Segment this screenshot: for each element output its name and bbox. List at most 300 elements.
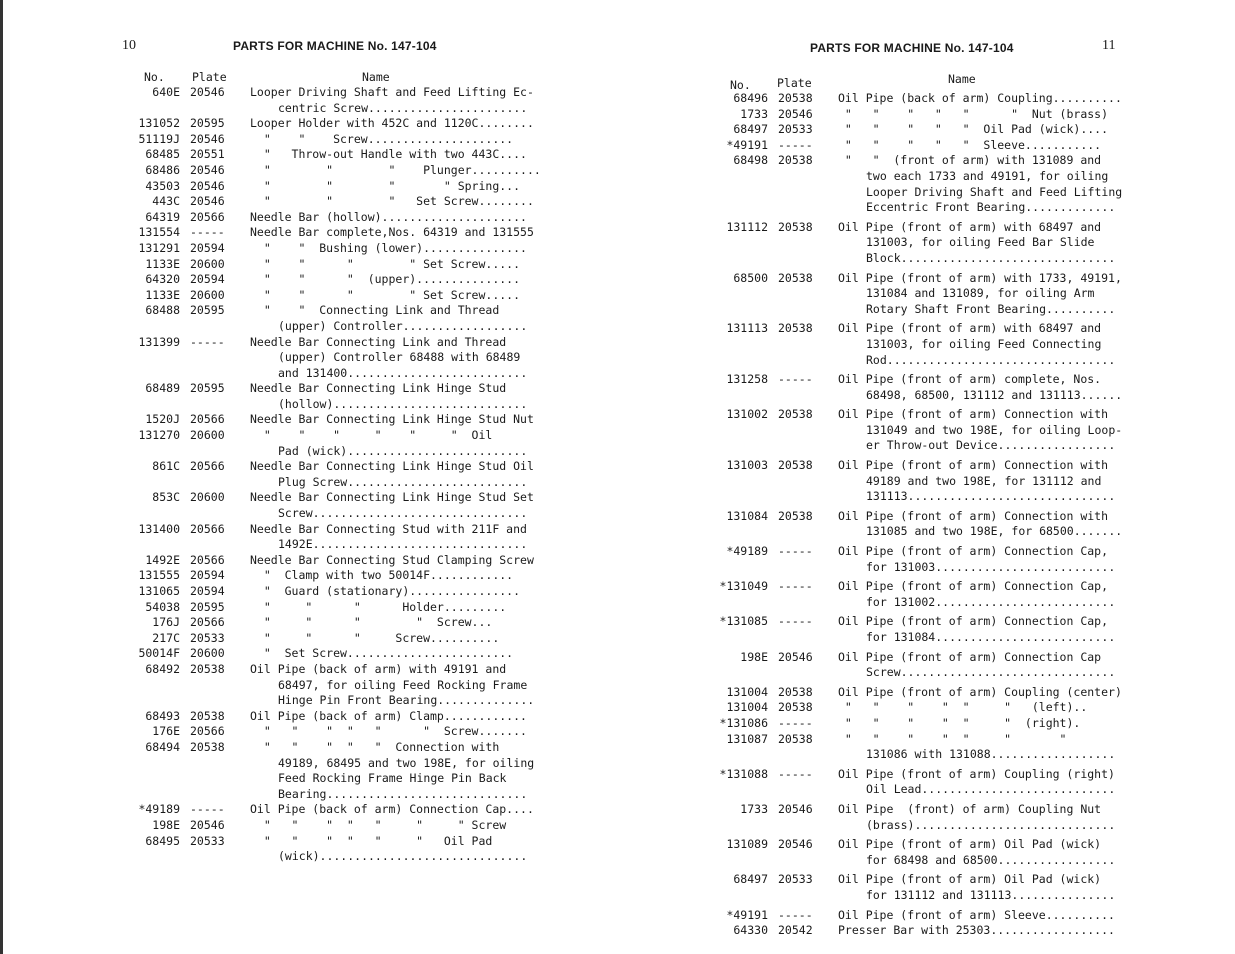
part-name-line: Looper Driving Shaft and Feed Lifting bbox=[866, 184, 1123, 199]
part-name bbox=[236, 85, 560, 116]
parts-row bbox=[110, 724, 560, 740]
left-page bbox=[0, 0, 600, 954]
part-name bbox=[824, 91, 1153, 107]
parts-row bbox=[110, 568, 560, 584]
part-number: 68498 bbox=[733, 153, 768, 168]
part-number: 198E bbox=[740, 649, 768, 664]
part-name bbox=[236, 303, 560, 334]
parts-row bbox=[698, 908, 1153, 924]
part-number: 43503 bbox=[145, 178, 180, 193]
part-name bbox=[824, 908, 1153, 924]
part-name bbox=[824, 372, 1153, 403]
part-name bbox=[236, 210, 560, 226]
part-number: 68500 bbox=[733, 270, 768, 285]
plate-number: 20538 bbox=[190, 708, 225, 723]
part-name-line: Oil Pipe (front of arm) Connection with bbox=[838, 407, 1109, 422]
part-name-line: 1492E............................... bbox=[278, 537, 528, 552]
part-name bbox=[236, 412, 560, 428]
part-name bbox=[236, 288, 560, 304]
parts-row bbox=[698, 716, 1153, 732]
part-number: 131084 bbox=[726, 508, 768, 523]
part-name-line: 68498, 68500, 131112 and 131113...... bbox=[866, 387, 1123, 402]
part-name bbox=[236, 381, 560, 412]
part-name-line: " " " " Set Screw..... bbox=[250, 287, 521, 302]
part-name-line: " " " " " Oil Pad (wick).... bbox=[838, 122, 1109, 137]
part-name bbox=[236, 724, 560, 740]
parts-row bbox=[698, 872, 1153, 903]
part-name-line: " " " Holder......... bbox=[250, 599, 507, 614]
plate-number: 20538 bbox=[190, 739, 225, 754]
part-name-line: 131049 and two 198E, for oiling Loop- bbox=[866, 422, 1123, 437]
part-name-line: Oil Pipe (back of arm) with 49191 and bbox=[250, 661, 507, 676]
column-header-plate: Plate bbox=[192, 70, 227, 84]
part-name bbox=[236, 709, 560, 725]
part-number: 68485 bbox=[145, 147, 180, 162]
parts-row bbox=[110, 709, 560, 725]
parts-row bbox=[110, 194, 560, 210]
parts-row bbox=[110, 631, 560, 647]
part-name-line: Oil Pipe (front of arm) Coupling (center) bbox=[838, 684, 1122, 699]
part-name-line: " " " " Set Screw..... bbox=[250, 256, 521, 271]
parts-row bbox=[698, 407, 1153, 454]
parts-row bbox=[698, 458, 1153, 505]
part-name-line: " " " " " " " Screw bbox=[250, 817, 507, 832]
part-number: *131086 bbox=[719, 715, 768, 730]
parts-row bbox=[110, 553, 560, 569]
part-name-line: 131086 with 131088.................. bbox=[866, 747, 1116, 762]
part-name-line: 131003, for oiling Feed Bar Slide bbox=[866, 235, 1095, 250]
part-name bbox=[824, 802, 1153, 833]
column-header-name: Name bbox=[362, 70, 390, 84]
part-name-line: Looper Holder with 452C and 1120C........ bbox=[250, 116, 534, 131]
parts-row bbox=[110, 147, 560, 163]
parts-row bbox=[110, 646, 560, 662]
part-name-line: " " (front of arm) with 131089 and bbox=[838, 153, 1102, 168]
part-name-line: for 131002.......................... bbox=[866, 594, 1116, 609]
part-name-line: " " " Screw.......... bbox=[250, 630, 500, 645]
part-name-line: Oil Pipe (front of arm) Connection Cap bbox=[838, 649, 1102, 664]
part-name bbox=[236, 194, 560, 210]
part-name bbox=[824, 923, 1153, 939]
parts-row bbox=[110, 116, 560, 132]
plate-number: 20546 bbox=[190, 85, 225, 99]
part-name-line: " " " (upper)............... bbox=[250, 272, 521, 287]
plate-number: 20600 bbox=[190, 490, 225, 505]
parts-row bbox=[110, 615, 560, 631]
part-name-line: Screw............................... bbox=[866, 665, 1116, 680]
part-name bbox=[824, 407, 1153, 454]
part-number: 131089 bbox=[726, 837, 768, 852]
parts-row bbox=[698, 91, 1153, 107]
page-number: 10 bbox=[122, 38, 136, 53]
parts-row bbox=[698, 837, 1153, 868]
part-name bbox=[236, 584, 560, 600]
part-name bbox=[824, 579, 1153, 610]
part-name-line: Bearing............................. bbox=[278, 786, 528, 801]
parts-row bbox=[110, 225, 560, 241]
part-name-line: Oil Pipe (front of arm) with 68497 and bbox=[838, 219, 1102, 234]
part-name-line: Needle Bar Connecting Stud with 211F and bbox=[250, 521, 527, 536]
plate-number: 20600 bbox=[190, 287, 225, 302]
part-name bbox=[236, 179, 560, 195]
part-number: 131554 bbox=[138, 225, 180, 240]
part-number: 68486 bbox=[145, 162, 180, 177]
part-number: 1520J bbox=[145, 412, 180, 427]
plate-number: ----- bbox=[190, 802, 225, 817]
part-name-line: Needle Bar Connecting Link Hinge Stud Nut bbox=[250, 412, 534, 427]
part-name bbox=[236, 818, 560, 834]
part-number: 68492 bbox=[145, 661, 180, 676]
part-name-line: Pad (wick).......................... bbox=[278, 443, 528, 458]
part-name-line: Oil Pipe (front of arm) Coupling (right) bbox=[838, 766, 1115, 781]
part-name-line: Screw............................... bbox=[278, 506, 528, 521]
parts-row bbox=[698, 321, 1153, 368]
parts-row bbox=[698, 107, 1153, 123]
plate-number: 20594 bbox=[190, 240, 225, 255]
plate-number: ----- bbox=[778, 907, 813, 922]
plate-number: 20566 bbox=[190, 615, 225, 630]
part-number: 51119J bbox=[138, 131, 180, 146]
parts-row bbox=[110, 257, 560, 273]
part-name bbox=[824, 220, 1153, 267]
part-name bbox=[236, 740, 560, 802]
parts-row bbox=[110, 272, 560, 288]
part-name-line: 49189 and two 198E, for 131112 and bbox=[866, 473, 1102, 488]
plate-number: 20546 bbox=[190, 162, 225, 177]
part-name-line: " " " " " " (right). bbox=[838, 715, 1081, 730]
part-name bbox=[824, 153, 1153, 215]
part-number: *49189 bbox=[726, 544, 768, 559]
part-number: 861C bbox=[152, 459, 180, 474]
part-number: 131087 bbox=[726, 731, 768, 746]
parts-row bbox=[110, 179, 560, 195]
plate-number: 20566 bbox=[190, 724, 225, 739]
part-name bbox=[236, 459, 560, 490]
parts-row bbox=[698, 685, 1153, 701]
part-name bbox=[236, 490, 560, 521]
part-name bbox=[236, 662, 560, 709]
parts-row bbox=[110, 381, 560, 412]
part-name-line: Oil Pipe (back of arm) Clamp............ bbox=[250, 708, 527, 723]
part-number: 131003 bbox=[726, 458, 768, 473]
part-name-line: Oil Pipe (front) of arm) Coupling Nut bbox=[838, 801, 1102, 816]
column-header-no: No. bbox=[730, 78, 751, 92]
plate-number: ----- bbox=[778, 579, 813, 594]
parts-row bbox=[698, 650, 1153, 681]
parts-row bbox=[698, 614, 1153, 645]
plate-number: 20538 bbox=[778, 153, 813, 168]
part-number: 68493 bbox=[145, 708, 180, 723]
parts-row bbox=[110, 490, 560, 521]
part-number: 131270 bbox=[138, 428, 180, 443]
part-name-line: (wick).............................. bbox=[278, 849, 528, 864]
plate-number: 20594 bbox=[190, 584, 225, 598]
parts-row bbox=[698, 372, 1153, 403]
part-name-line: " " " Plunger.......... bbox=[250, 162, 541, 177]
plate-number: 20538 bbox=[778, 219, 813, 234]
part-name-line: Oil Pipe (front of arm) with 68497 and bbox=[838, 321, 1102, 336]
page-title: PARTS FOR MACHINE No. 147-104 bbox=[810, 41, 1014, 55]
part-number: 68497 bbox=[733, 122, 768, 137]
parts-row bbox=[698, 509, 1153, 540]
plate-number: 20538 bbox=[778, 731, 813, 746]
parts-row bbox=[110, 818, 560, 834]
plate-number: 20600 bbox=[190, 428, 225, 443]
plate-number: 20566 bbox=[190, 412, 225, 427]
plate-number: 20538 bbox=[778, 700, 813, 715]
plate-number: ----- bbox=[778, 715, 813, 730]
column-header-name: Name bbox=[948, 72, 976, 86]
parts-row bbox=[110, 834, 560, 865]
part-name bbox=[824, 138, 1153, 154]
part-name-line: 49189, 68495 and two 198E, for oiling bbox=[278, 755, 535, 770]
plate-number: 20600 bbox=[190, 646, 225, 661]
part-name-line: Oil Pipe (front of arm) Connection Cap, bbox=[838, 579, 1109, 594]
parts-row bbox=[110, 132, 560, 148]
part-name-line: Oil Pipe (front of arm) Oil Pad (wick) bbox=[838, 872, 1102, 887]
part-name bbox=[824, 767, 1153, 798]
part-name-line: " " " " " " (left).. bbox=[838, 700, 1088, 715]
plate-number: 20533 bbox=[778, 872, 813, 887]
part-name bbox=[236, 522, 560, 553]
part-name-line: Oil Pipe (front of arm) with 1733, 49191, bbox=[838, 270, 1122, 285]
plate-number: 20595 bbox=[190, 116, 225, 131]
part-number: 68494 bbox=[145, 739, 180, 754]
part-name-line: " " " " " " Screw....... bbox=[250, 724, 527, 739]
part-name-line: for 68498 and 68500................. bbox=[866, 852, 1116, 867]
parts-row bbox=[698, 579, 1153, 610]
part-name-line: Looper Driving Shaft and Feed Lifting Ec- bbox=[250, 85, 534, 99]
plate-number: 20538 bbox=[778, 270, 813, 285]
part-name-line: Needle Bar (hollow)..................... bbox=[250, 209, 527, 224]
part-name-line: " " " " " Connection with bbox=[250, 739, 500, 754]
part-name bbox=[236, 600, 560, 616]
part-name-line: " Clamp with two 50014F............ bbox=[250, 568, 514, 583]
parts-row bbox=[110, 584, 560, 600]
part-number: 64330 bbox=[733, 923, 768, 938]
plate-number: 20546 bbox=[190, 194, 225, 209]
part-name bbox=[824, 732, 1153, 763]
parts-row bbox=[110, 662, 560, 709]
part-name bbox=[824, 107, 1153, 123]
part-name-line: Oil Pipe (front of arm) complete, Nos. bbox=[838, 372, 1102, 387]
part-number: 64320 bbox=[145, 272, 180, 287]
part-name-line: 131084 and 131089, for oiling Arm bbox=[866, 286, 1095, 301]
part-number: 640E bbox=[152, 85, 180, 99]
part-number: 131004 bbox=[726, 684, 768, 699]
part-name bbox=[236, 257, 560, 273]
parts-row bbox=[698, 271, 1153, 318]
part-name bbox=[824, 458, 1153, 505]
part-number: *49191 bbox=[726, 907, 768, 922]
part-name-line: Oil Pipe (front of arm) Connection Cap, bbox=[838, 614, 1109, 629]
plate-number: ----- bbox=[778, 137, 813, 152]
part-name-line: " " " " Spring... bbox=[250, 178, 521, 193]
part-name-line: " Throw-out Handle with two 443C.... bbox=[250, 147, 527, 162]
part-name bbox=[236, 272, 560, 288]
part-name-line: Oil Pipe (back of arm) Coupling.......... bbox=[838, 91, 1122, 105]
part-name-line: " " " " " " " bbox=[838, 731, 1067, 746]
part-name-line: Eccentric Front Bearing............. bbox=[866, 200, 1116, 215]
plate-number: 20546 bbox=[190, 131, 225, 146]
part-name bbox=[236, 241, 560, 257]
part-number: 131002 bbox=[726, 407, 768, 422]
parts-row bbox=[698, 138, 1153, 154]
part-number: 68496 bbox=[733, 91, 768, 105]
part-name-line: " " Connecting Link and Thread bbox=[250, 303, 500, 318]
plate-number: 20546 bbox=[778, 837, 813, 852]
plate-number: 20538 bbox=[778, 91, 813, 105]
part-name bbox=[824, 685, 1153, 701]
page-number: 11 bbox=[1102, 38, 1116, 53]
part-number: 131112 bbox=[726, 219, 768, 234]
plate-number: 20551 bbox=[190, 147, 225, 162]
part-number: *131088 bbox=[719, 766, 768, 781]
part-number: 131258 bbox=[726, 372, 768, 387]
plate-number: 20595 bbox=[190, 303, 225, 318]
part-number: 68488 bbox=[145, 303, 180, 318]
part-number: *131049 bbox=[719, 579, 768, 594]
part-name-line: Needle Bar Connecting Link Hinge Stud bbox=[250, 381, 507, 396]
part-name-line: Needle Bar Connecting Link Hinge Stud Set bbox=[250, 490, 534, 505]
part-name bbox=[824, 872, 1153, 903]
part-name-line: " " Bushing (lower)............... bbox=[250, 240, 527, 255]
part-name-line: and 131400.......................... bbox=[278, 365, 528, 380]
part-name-line: Plug Screw.......................... bbox=[278, 474, 528, 489]
part-name-line: (brass)............................. bbox=[866, 817, 1116, 832]
parts-row bbox=[698, 220, 1153, 267]
part-name-line: " " " " Screw... bbox=[250, 615, 493, 630]
part-number: 68489 bbox=[145, 381, 180, 396]
part-name bbox=[236, 802, 560, 818]
parts-row bbox=[110, 522, 560, 553]
parts-row bbox=[110, 412, 560, 428]
plate-number: 20538 bbox=[778, 458, 813, 473]
plate-number: ----- bbox=[778, 544, 813, 559]
part-name-line: for 131003.......................... bbox=[866, 559, 1116, 574]
parts-row bbox=[110, 428, 560, 459]
part-name bbox=[236, 132, 560, 148]
plate-number: 20538 bbox=[190, 661, 225, 676]
part-name bbox=[824, 837, 1153, 868]
plate-number: 20546 bbox=[778, 649, 813, 664]
part-name-line: Oil Pipe (front of arm) Connection Cap, bbox=[838, 544, 1109, 559]
plate-number: 20533 bbox=[778, 122, 813, 137]
part-name bbox=[824, 321, 1153, 368]
part-name-line: Presser Bar with 25303.................. bbox=[838, 923, 1115, 938]
parts-row bbox=[110, 210, 560, 226]
part-name-line: for 131112 and 131113............... bbox=[866, 887, 1116, 902]
part-name bbox=[824, 650, 1153, 681]
column-header-no: No. bbox=[144, 70, 165, 84]
plate-number: 20533 bbox=[190, 833, 225, 848]
parts-row bbox=[110, 163, 560, 179]
part-name-line: Needle Bar Connecting Link Hinge Stud Oil bbox=[250, 459, 534, 474]
plate-number: 20538 bbox=[778, 321, 813, 336]
part-name bbox=[236, 553, 560, 569]
part-name bbox=[236, 335, 560, 382]
page-title: PARTS FOR MACHINE No. 147-104 bbox=[233, 39, 437, 53]
part-number: 131052 bbox=[138, 116, 180, 131]
part-name-line: " " " Set Screw........ bbox=[250, 194, 534, 209]
part-name-line: Oil Pipe (front of arm) Connection with bbox=[838, 508, 1109, 523]
part-name bbox=[236, 568, 560, 584]
part-number: 131291 bbox=[138, 240, 180, 255]
plate-number: 20538 bbox=[778, 508, 813, 523]
part-name-line: Feed Rocking Frame Hinge Pin Back bbox=[278, 771, 507, 786]
parts-row bbox=[698, 802, 1153, 833]
part-name-line: Needle Bar complete,Nos. 64319 and 131555 bbox=[250, 225, 534, 240]
part-name-line: " " Screw..................... bbox=[250, 131, 514, 146]
parts-row bbox=[698, 700, 1153, 716]
part-name-line: er Throw-out Device................. bbox=[866, 438, 1116, 453]
part-number: 54038 bbox=[145, 599, 180, 614]
part-name bbox=[236, 615, 560, 631]
part-number: 131065 bbox=[138, 584, 180, 598]
part-name bbox=[236, 116, 560, 132]
part-number: 68497 bbox=[733, 872, 768, 887]
part-name-line: " " " " " " Oil bbox=[250, 428, 493, 443]
part-name bbox=[824, 614, 1153, 645]
part-name bbox=[824, 271, 1153, 318]
parts-row bbox=[110, 802, 560, 818]
part-number: 217C bbox=[152, 630, 180, 645]
part-number: 50014F bbox=[138, 646, 180, 661]
part-number: *49191 bbox=[726, 137, 768, 152]
column-header-plate: Plate bbox=[777, 76, 812, 90]
parts-row bbox=[698, 732, 1153, 763]
part-name bbox=[236, 147, 560, 163]
part-number: 131004 bbox=[726, 700, 768, 715]
part-number: 198E bbox=[152, 817, 180, 832]
part-name-line: centric Screw....................... bbox=[278, 100, 528, 115]
parts-list bbox=[110, 85, 560, 865]
part-number: 853C bbox=[152, 490, 180, 505]
plate-number: 20566 bbox=[190, 552, 225, 567]
part-name-line: " " " " " " Oil Pad bbox=[250, 833, 493, 848]
part-number: *49189 bbox=[138, 802, 180, 817]
plate-number: 20566 bbox=[190, 209, 225, 224]
part-number: 1133E bbox=[145, 256, 180, 271]
part-name bbox=[236, 631, 560, 647]
part-name-line: (upper) Controller 68488 with 68489 bbox=[278, 350, 521, 365]
plate-number: 20542 bbox=[778, 923, 813, 938]
parts-row bbox=[110, 740, 560, 802]
part-name bbox=[236, 834, 560, 865]
part-number: 68495 bbox=[145, 833, 180, 848]
part-number: 131555 bbox=[138, 568, 180, 583]
plate-number: 20533 bbox=[190, 630, 225, 645]
plate-number: 20538 bbox=[778, 407, 813, 422]
plate-number: 20566 bbox=[190, 521, 225, 536]
parts-row bbox=[698, 544, 1153, 575]
part-number: 64319 bbox=[145, 209, 180, 224]
part-name bbox=[824, 700, 1153, 716]
part-number: 443C bbox=[152, 194, 180, 209]
part-number: 1492E bbox=[145, 552, 180, 567]
parts-row bbox=[110, 303, 560, 334]
part-number: 131399 bbox=[138, 334, 180, 349]
plate-number: ----- bbox=[778, 614, 813, 629]
part-name-line: 131113.............................. bbox=[866, 489, 1116, 504]
part-name-line: Needle Bar Connecting Stud Clamping Screw bbox=[250, 552, 534, 567]
part-name bbox=[236, 225, 560, 241]
part-name bbox=[824, 716, 1153, 732]
part-name-line: " " " " " Sleeve........... bbox=[838, 137, 1102, 152]
parts-row bbox=[110, 459, 560, 490]
part-number: 176J bbox=[152, 615, 180, 630]
part-number: 1733 bbox=[740, 106, 768, 121]
